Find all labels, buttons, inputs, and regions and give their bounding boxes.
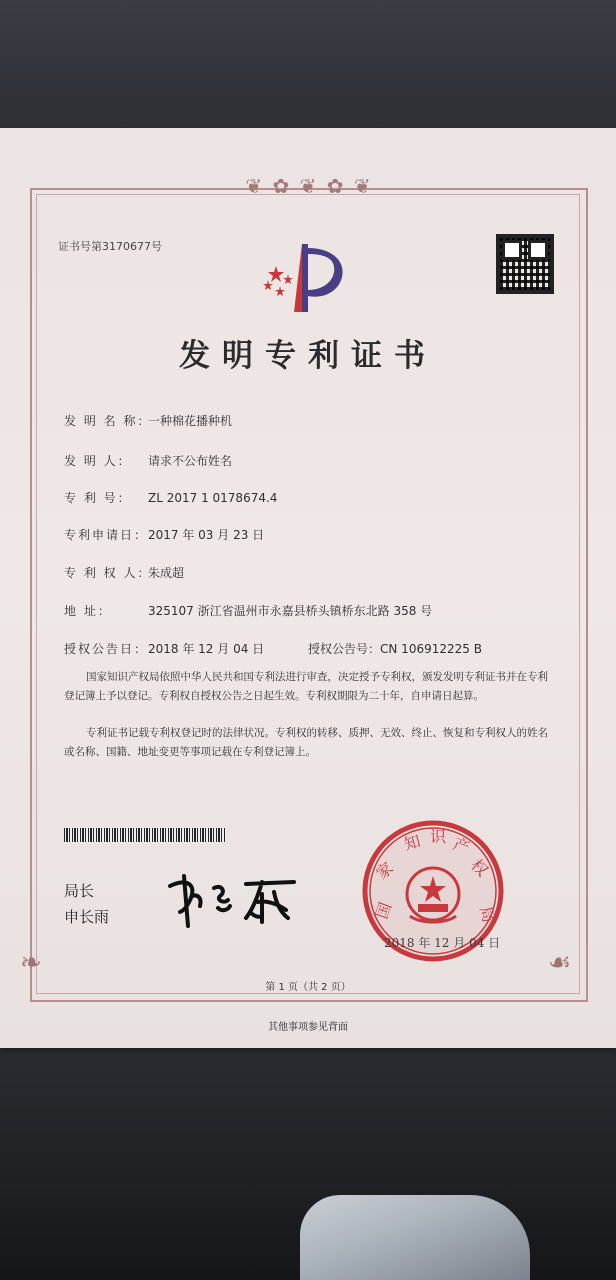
certificate-paragraph-1: 国家知识产权局依照中华人民共和国专利法进行审查，决定授予专利权，颁发发明专利证书并在专利登记簿上予以登记。专利权自授权公告之日起生效。专利权期限为二十年，自申请日起算。 [64,671,548,702]
field-grant-date [64,640,264,657]
field-value: 2018 年 12 月 04 日 [148,642,265,656]
corner-ornament-right: ☙ [548,948,574,978]
svg-text:局: 局 [476,904,499,925]
svg-text:产: 产 [450,833,473,858]
page-number: 第 1 页（共 2 页） [265,982,351,993]
cnipa-logo-icon [258,236,358,316]
field-value: 一种棉花播种机 [148,414,233,428]
qr-code [496,234,554,294]
footer-note: 其他事项参见背面 [268,1022,348,1033]
field-label: 专 利 权 人： [64,566,152,580]
svg-text:家: 家 [372,858,397,884]
svg-text:识: 识 [430,827,447,846]
top-ornament: ❦ ✿ ❦ ✿ ❦ [245,174,373,198]
field-value: 请求不公布姓名 [148,454,233,468]
field-value: 2017 年 03 月 23 日 [148,528,265,542]
seal-date: 2018 年 12 月 04 日 [384,936,501,950]
svg-text:知: 知 [402,831,423,854]
field-value: CN 106912225 B [380,642,482,656]
field-label: 发 明 名 称： [64,414,152,428]
field-value: ZL 2017 1 0178674.4 [148,491,278,505]
svg-text:权: 权 [467,855,492,881]
field-label: 专利申请日： [64,528,149,542]
certificate-paragraph-2: 专利证书记载专利权登记时的法律状况。专利权的转移、质押、无效、终止、恢复和专利权人的姓名或名称、国籍、地址变更等事项记载在专利登记簿上。 [64,727,548,758]
corner-ornament-left: ❧ [20,948,44,978]
field-application-date [64,526,264,543]
field-patent-number [64,489,277,506]
field-label: 地 址： [64,604,112,618]
field-label: 发 明 人： [64,454,132,468]
certificate-title: 发明专利证书 [179,338,437,374]
field-address [64,602,432,619]
barcode [64,828,226,842]
field-value: 朱成超 [148,566,185,580]
field-label: 授权公告号： [308,642,381,656]
field-label: 专 利 号： [64,491,132,505]
field-inventor [64,452,232,469]
field-label: 授权公告日： [64,642,149,656]
director-name: 申长雨 [64,908,110,926]
background-cloth [300,1195,530,1280]
svg-text:国: 国 [371,899,396,922]
director-signature [162,866,312,936]
patent-certificate [0,128,616,1048]
field-invention-name [64,412,232,429]
field-value: 325107 浙江省温州市永嘉县桥头镇桥东北路 358 号 [148,604,433,618]
field-grant-publication-number [308,640,482,657]
certificate-number: 证书号第3170677号 [58,240,162,253]
director-title: 局长 [64,882,95,900]
field-patentee [64,564,184,581]
